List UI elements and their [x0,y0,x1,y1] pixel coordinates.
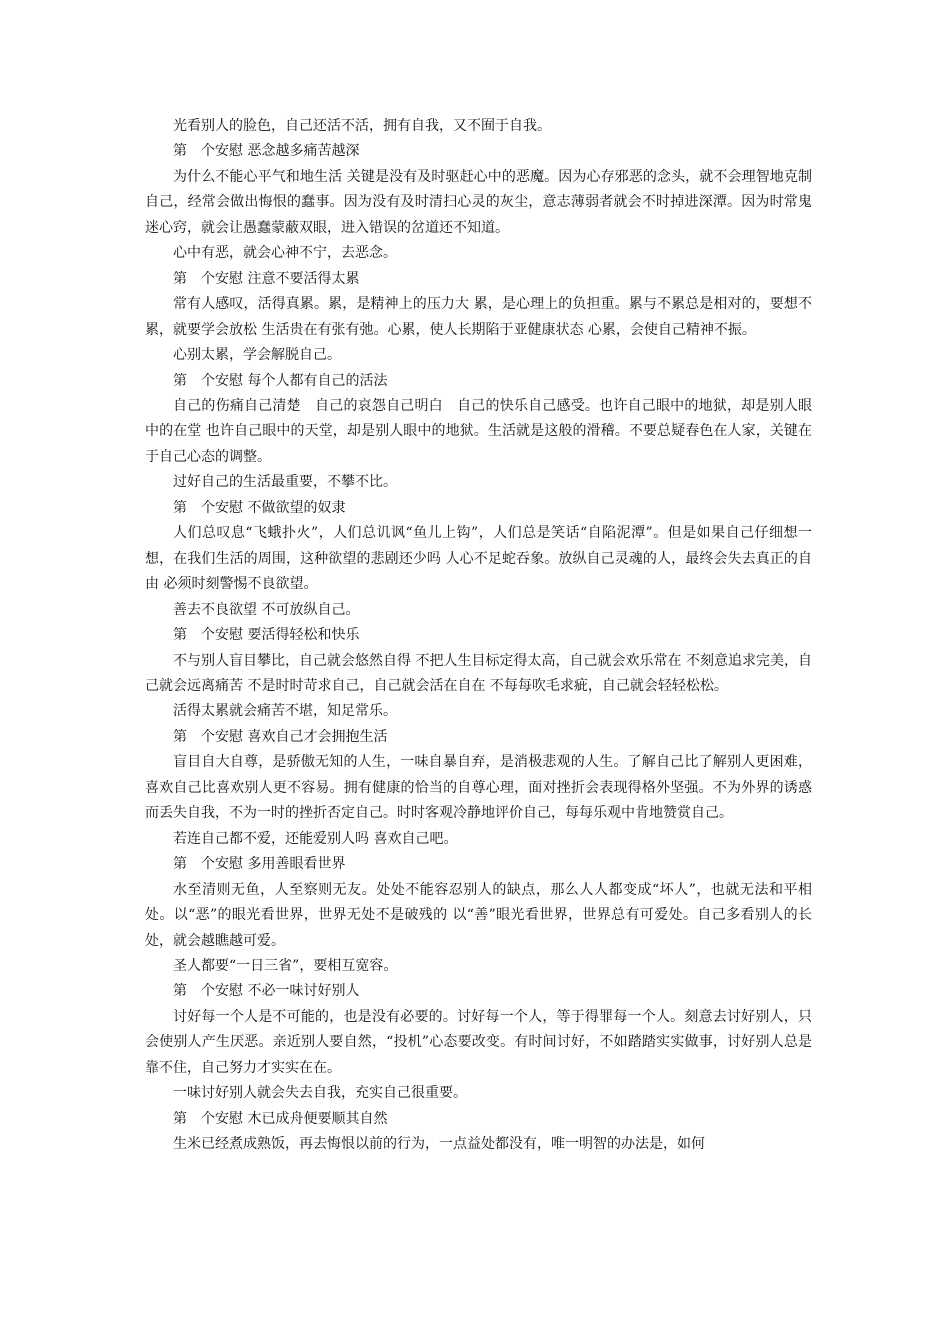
paragraph: 人们总叹息“飞蛾扑火”，人们总讥讽“鱼儿上钩”，人们总是笑话“自陷泥潭”。但是如果自己仔细想一想，在我们生活的周围，这种欲望的悲剧还少吗 人心不足蛇吞象。放纵自己灵魂的人，最终会失去真正的自由 必须时刻警惕不良欲望。 [145,525,812,593]
section-heading: 第 个安慰 注意不要活得太累 [173,270,360,287]
paragraph: 光看别人的脸色，自己还活不活，拥有自我，又不囿于自我。 [173,118,551,134]
section-heading: 第 个安慰 每个人都有自己的活法 [173,372,388,389]
document-body [145,114,812,1158]
paragraph: 活得太累就会痛苦不堪，知足常乐。 [173,703,397,720]
section-heading: 第 个安慰 多用善眼看世界 [173,856,346,873]
section-heading: 第 个安慰 木已成舟便要顺其自然 [173,1110,388,1127]
paragraph: 为什么不能心平气和地生活 关键是没有及时驱赶心中的恶魔。因为心存邪恶的念头，就不会理智地克制自己，经常会做出悔恨的蠢事。因为没有及时清扫心灵的灰尘，意志薄弱者就会不时掉进深潭。因为时常鬼迷心窍，就会让愚蠢蒙蔽双眼，进入错误的岔道还不知道。 [145,168,812,236]
section-heading: 第 个安慰 不做欲望的奴隶 [173,499,346,516]
paragraph: 讨好每一个人是不可能的，也是没有必要的。讨好每一个人，等于得罪每一个人。刻意去讨好别人，只会使别人产生厌恶。亲近别人要自然，“投机”心态要改变。有时间讨好，不如踏踏实实做事，讨好别人总是靠不住，自己努力才实实在在。 [145,1008,812,1076]
paragraph: 过好自己的生活最重要，不攀不比。 [173,474,397,491]
paragraph: 圣人都要“一日三省”，要相互宽容。 [173,957,398,974]
paragraph: 常有人感叹，活得真累。累，是精神上的压力大 累，是心理上的负担重。累与不累总是相对的，要想不累，就要学会放松 生活贵在有张有弛。心累，使人长期陷于亚健康状态 心累，会使自己精神不振。 [145,296,812,338]
paragraph: 自己的伤痛自己清楚 自己的哀怨自己明白 自己的快乐自己感受。也许自己眼中的地狱，却是别人眼中的在堂 也许自己眼中的天堂，却是别人眼中的地狱。生活就是这般的滑稽。不要总疑春色在人家，关键在于自己心态的调整。 [145,397,812,465]
paragraph: 心中有恶，就会心神不宁，去恶念。 [173,245,397,262]
paragraph: 善去不良欲望 不可放纵自己。 [173,601,360,618]
section-heading: 第 个安慰 喜欢自己才会拥抱生活 [173,728,388,745]
section-heading: 第 个安慰 要活得轻松和快乐 [173,627,360,644]
paragraph: 若连自己都不爱，还能爱别人吗 喜欢自己吧。 [173,830,458,847]
paragraph: 盲目自大自尊，是骄傲无知的人生，一味自暴自弃，是消极悲观的人生。了解自己比了解别人更困难，喜欢自己比喜欢别人更不容易。拥有健康的恰当的自尊心理，面对挫折会表现得格外坚强。不为外界的诱惑而丢失自我，不为一时的挫折否定自己。时时客观冷静地评价自己，每每乐观中肯地赞赏自己。 [145,754,812,822]
section-heading: 第 个安慰 不必一味讨好别人 [173,983,360,1000]
section-heading: 第 个安慰 恶念越多痛苦越深 [173,143,360,160]
paragraph: 生米已经煮成熟饭，再去悔恨以前的行为，一点益处都没有，唯一明智的办法是，如何 [173,1136,705,1153]
paragraph: 心别太累，学会解脱自己。 [173,347,341,364]
paragraph: 水至清则无鱼，人至察则无友。处处不能容忍别人的缺点，那么人人都变成“坏人”，也就无法和平相处。以“恶”的眼光看世界，世界无处不是破残的 以“善”眼光看世界，世界总有可爱处。自己多看别人的长处，就会越瞧越可爱。 [145,881,812,949]
paragraph: 一味讨好别人就会失去自我，充实自己很重要。 [173,1085,467,1102]
paragraph: 不与别人盲目攀比，自己就会悠然自得 不把人生目标定得太高，自己就会欢乐常在 不刻意追求完美，自己就会远离痛苦 不是时时苛求自己，自己就会活在自在 不每每吹毛求疵，自己就会轻轻松松。 [145,652,812,694]
